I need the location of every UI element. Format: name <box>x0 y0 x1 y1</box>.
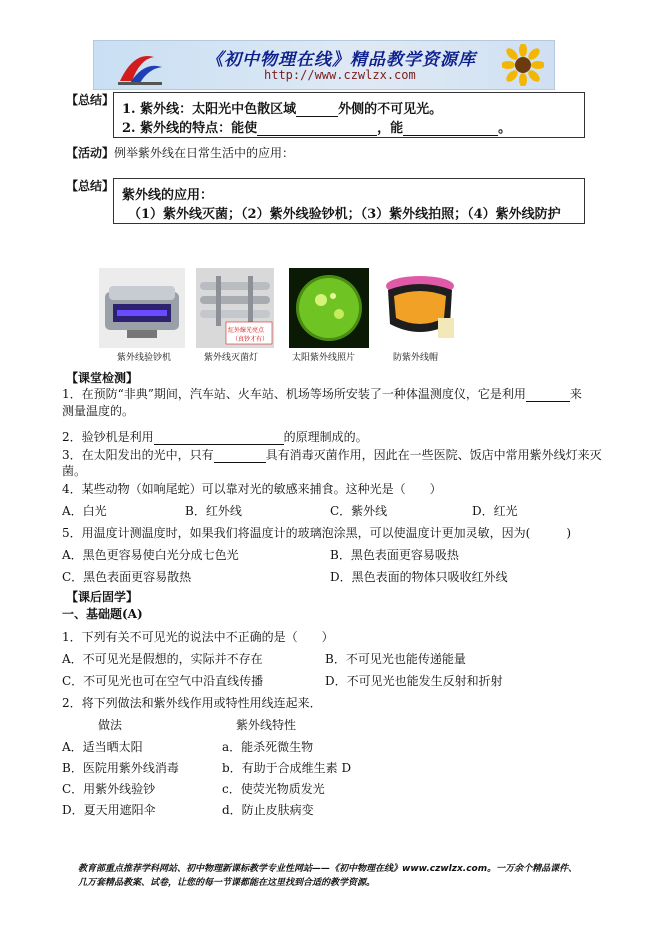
summary1-line1 <box>122 98 442 117</box>
after-q1: 1．下列有关不可见光的说法中不正确的是（ ） <box>62 630 334 644</box>
photo-caption: 太阳紫外线照片 <box>292 353 356 363</box>
blank-field[interactable] <box>257 123 377 136</box>
summary1-tag: 【总结】 <box>66 93 115 107</box>
banner-url[interactable]: http://www.czwlzx.com <box>264 68 416 82</box>
uv-sterilizer-photo <box>196 268 274 348</box>
photo-caption: 防紫外线帽 <box>393 353 439 363</box>
after-q1-option-c[interactable]: C．不可见光也可在空气中沿直线传播 <box>62 674 264 688</box>
q3-line <box>62 446 602 463</box>
summary1-line2-end: 。 <box>498 121 512 136</box>
blank-field[interactable] <box>296 104 338 117</box>
match-right-item[interactable]: c．使荧光物质发光 <box>222 782 325 796</box>
match-left-item[interactable]: C．用紫外线验钞 <box>62 782 156 796</box>
footer-line-1: 教育部重点推荐学科网站、初中物理新课标教学专业性网站——《初中物理在线》www.czwlzx.com。一万余个精品课件、 <box>78 864 578 874</box>
q1-end: 来 <box>569 387 582 401</box>
q4-option-b[interactable]: B．红外线 <box>185 504 242 518</box>
q2-end: 的原理制成的。 <box>283 430 368 444</box>
blank-field[interactable] <box>214 450 266 463</box>
after-q1-option-b[interactable]: B．不可见光也能传递能量 <box>325 652 466 666</box>
activity-tag: 【活动】 <box>66 146 115 160</box>
match-left-item[interactable]: B．医院用紫外线消毒 <box>62 761 179 775</box>
q5-option-b[interactable]: B．黑色表面更容易吸热 <box>330 548 459 562</box>
summary2-tag: 【总结】 <box>66 179 115 193</box>
photo-caption: 紫外线灭菌灯 <box>204 353 259 363</box>
summary1-line2-mid: ，能 <box>377 121 404 136</box>
col-header-method: 做法 <box>98 718 123 732</box>
activity-text: 例举紫外线在日常生活中的应用： <box>114 146 295 160</box>
match-right-item[interactable]: d．防止皮肤病变 <box>222 803 314 817</box>
page-footer <box>78 862 598 890</box>
match-right-item[interactable]: a．能杀死微生物 <box>222 740 314 754</box>
q3-text: 3．在太阳发出的光中，只有 <box>62 448 214 462</box>
q2-line <box>62 428 368 445</box>
summary1-line1-text: 1. 紫外线：太阳光中色散区域 <box>122 102 297 117</box>
q5-option-d[interactable]: D．黑色表面的物体只吸收红外线 <box>330 570 508 584</box>
uv-hat-photo <box>380 268 460 348</box>
money-detector-icon <box>99 268 185 348</box>
q5-option-a[interactable]: A．黑色更容易使白光分成七色光 <box>62 548 239 562</box>
after-q1-option-d[interactable]: D．不可见光也能发生反射和折射 <box>325 674 503 688</box>
after-tag: 【课后固学】 <box>66 590 139 604</box>
uv-money-detector-photo <box>99 268 185 348</box>
hat-icon <box>380 268 460 348</box>
q4-option-a[interactable]: A．白光 <box>62 504 107 518</box>
q3-cont: 菌。 <box>62 464 87 478</box>
summary2-title: 紫外线的应用： <box>122 188 214 203</box>
site-banner <box>93 40 555 90</box>
q4-line: 4．某些动物（如响尾蛇）可以靠对光的敏感来捕食。这种光是（ ） <box>62 482 442 496</box>
q1-cont: 测量温度的。 <box>62 404 135 418</box>
q1-line <box>62 385 582 402</box>
summary1-line2-text: 2. 紫外线的特点：能使 <box>122 121 258 136</box>
after-q2: 2．将下列做法和紫外线作用或特性用线连起来． <box>62 696 322 710</box>
summary1-line2 <box>122 117 511 136</box>
check-tag: 【课堂检测】 <box>66 371 139 385</box>
photo-inner-label-1: 紅外線光亮点 <box>228 327 265 334</box>
sunflower-icon <box>502 44 544 86</box>
activity-line <box>66 144 294 161</box>
summary2-items: （1）紫外线灭菌；（2）紫外线验钞机；（3）紫外线拍照；（4）紫外线防护 <box>128 207 561 222</box>
summary2-box <box>113 178 585 224</box>
match-left-item[interactable]: A．适当晒太阳 <box>62 740 143 754</box>
match-right-item[interactable]: b．有助于合成维生素 D <box>222 761 352 775</box>
photo-caption: 紫外线验钞机 <box>117 353 172 363</box>
q2-text: 2．验钞机是利用 <box>62 430 154 444</box>
q4-option-c[interactable]: C．紫外线 <box>330 504 388 518</box>
q4-option-d[interactable]: D．红光 <box>472 504 518 518</box>
summary1-line1-end: 外侧的不可见光。 <box>338 102 443 117</box>
section-heading: 一、基础题(A) <box>62 607 143 621</box>
q3-mid: 具有消毒灭菌作用，因此在一些医院、饭店中常用紫外线灯来灭 <box>265 448 602 462</box>
blank-field[interactable] <box>526 389 570 402</box>
q5-option-c[interactable]: C．黑色表面更容易散热 <box>62 570 192 584</box>
col-header-property: 紫外线特性 <box>236 718 297 732</box>
banner-title: 《初中物理在线》精品教学资源库 <box>206 50 476 70</box>
site-logo-icon <box>114 47 166 87</box>
photo-inner-label-2: （真钞才有） <box>232 336 269 343</box>
q5-line: 5．用温度计测温度时，如果我们将温度计的玻璃泡涂黑，可以使温度计更加灵敏，因为( ) <box>62 526 572 540</box>
blank-field[interactable] <box>154 432 284 445</box>
footer-line-2: 几万套精品教案、试卷，让您的每一节课都能在这里找到合适的教学资源。 <box>78 878 376 888</box>
blank-field[interactable] <box>403 123 498 136</box>
summary1-box <box>113 92 585 138</box>
after-q1-option-a[interactable]: A．不可见光是假想的，实际并不存在 <box>62 652 263 666</box>
match-left-item[interactable]: D．夏天用遮阳伞 <box>62 803 156 817</box>
sun-icon <box>289 268 369 348</box>
q1-text: 1．在预防“非典”期间，汽车站、火车站、机场等场所安装了一种体温测度仪，它是利用 <box>62 387 526 401</box>
sun-uv-photo <box>289 268 369 348</box>
